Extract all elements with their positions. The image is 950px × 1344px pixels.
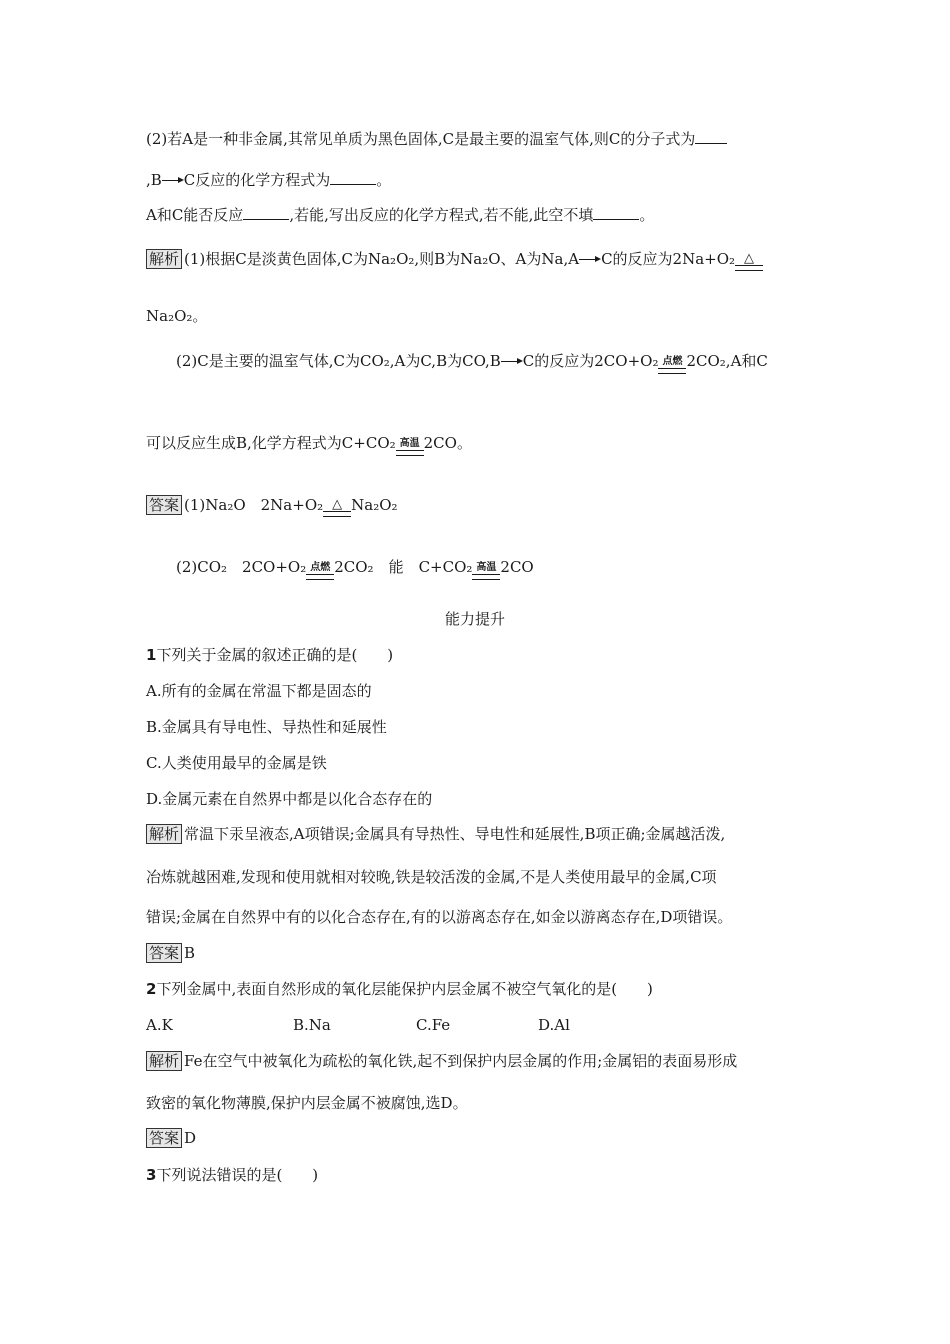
analysis1-line2: Na₂O₂。 <box>146 307 208 325</box>
reaction-condition-sign: 高温 <box>472 562 500 580</box>
answer1-line2: (2)CO₂ 2CO+O₂ 点燃 2CO₂ 能 C+CO₂ 高温 2CO <box>176 556 534 582</box>
question2-analysis-line1: 解析 Fe在空气中被氧化为疏松的氧化铁,起不到保护内层金属的作用;金属铝的表面易形成 <box>146 1050 737 1072</box>
question2-option-a: A.K <box>146 1016 173 1034</box>
question2-stem: 2下列金属中,表面自然形成的氧化层能保护内层金属不被空气氧化的是( ) <box>146 980 653 998</box>
question1-analysis-line2: 冶炼就越困难,发现和使用就相对较晚,铁是较活泼的金属,不是人类使用最早的金属,C项 <box>146 868 717 886</box>
answer-blank <box>695 129 727 144</box>
question1-answer: 答案 B <box>146 942 195 964</box>
analysis1-line4: 可以反应生成B,化学方程式为C+CO₂ 高温 2CO。 <box>146 432 472 458</box>
question2-analysis-line2: 致密的氧化物薄膜,保护内层金属不被腐蚀,选D。 <box>146 1094 468 1112</box>
reaction-condition-sign: △ <box>735 252 763 271</box>
reaction-condition-sign: 点燃 <box>658 356 686 374</box>
q2-line3: A和C能否反应 ,若能,写出反应的化学方程式,若不能,此空不填 。 <box>146 206 655 224</box>
arrow-icon <box>501 357 523 367</box>
question1-option-a: A.所有的金属在常温下都是固态的 <box>146 682 372 700</box>
question2-option-d: D.Al <box>538 1016 570 1034</box>
answer-blank <box>593 205 639 220</box>
arrow-icon <box>162 176 184 186</box>
analysis1-line3: (2)C是主要的温室气体,C为CO₂,A为C,B为CO,B C的反应为2CO+O₂ 点燃 2CO₂,A和C <box>176 350 768 376</box>
reaction-condition-sign: 高温 <box>396 438 424 456</box>
reaction-condition-sign: △ <box>323 498 351 517</box>
question2-options <box>146 1014 746 1036</box>
answer-tag: 答案 <box>146 495 182 515</box>
q2-line2: ,B C反应的化学方程式为 。 <box>146 171 392 189</box>
question3-stem: 3下列说法错误的是( ) <box>146 1166 319 1184</box>
question1-option-c: C.人类使用最早的金属是铁 <box>146 754 327 772</box>
question2-answer: 答案 D <box>146 1127 196 1149</box>
arrow-icon <box>579 255 601 265</box>
answer-tag: 答案 <box>146 943 182 963</box>
question1-stem: 1下列关于金属的叙述正确的是( ) <box>146 646 394 664</box>
question1-option-b: B.金属具有导电性、导热性和延展性 <box>146 718 387 736</box>
question2-option-c: C.Fe <box>416 1016 451 1034</box>
analysis-tag: 解析 <box>146 1051 182 1071</box>
reaction-condition-sign: 点燃 <box>306 562 334 580</box>
analysis-tag: 解析 <box>146 824 182 844</box>
answer-blank <box>243 205 289 220</box>
question1-option-d: D.金属元素在自然界中都是以化合态存在的 <box>146 790 433 808</box>
analysis1-line1: 解析 (1)根据C是淡黄色固体,C为Na₂O₂,则B为Na₂O、A为Na,A C的反应为2Na+O₂ △ <box>146 248 763 273</box>
question1-analysis-line1: 解析 常温下汞呈液态,A项错误;金属具有导热性、导电性和延展性,B项正确;金属越活泼, <box>146 823 725 845</box>
answer-blank <box>330 170 376 185</box>
section-title: 能力提升 <box>444 610 505 628</box>
analysis-tag: 解析 <box>146 249 182 269</box>
q2-line1: (2)若A是一种非金属,其常见单质为黑色固体,C是最主要的温室气体,则C的分子式为 <box>146 128 727 150</box>
answer1-line1: 答案 (1)Na₂O 2Na+O₂ △ Na₂O₂ <box>146 494 398 519</box>
answer-tag: 答案 <box>146 1128 182 1148</box>
question2-option-b: B.Na <box>293 1016 331 1034</box>
question1-analysis-line3: 错误;金属在自然界中有的以化合态存在,有的以游离态存在,如金以游离态存在,D项错误。 <box>146 908 733 926</box>
